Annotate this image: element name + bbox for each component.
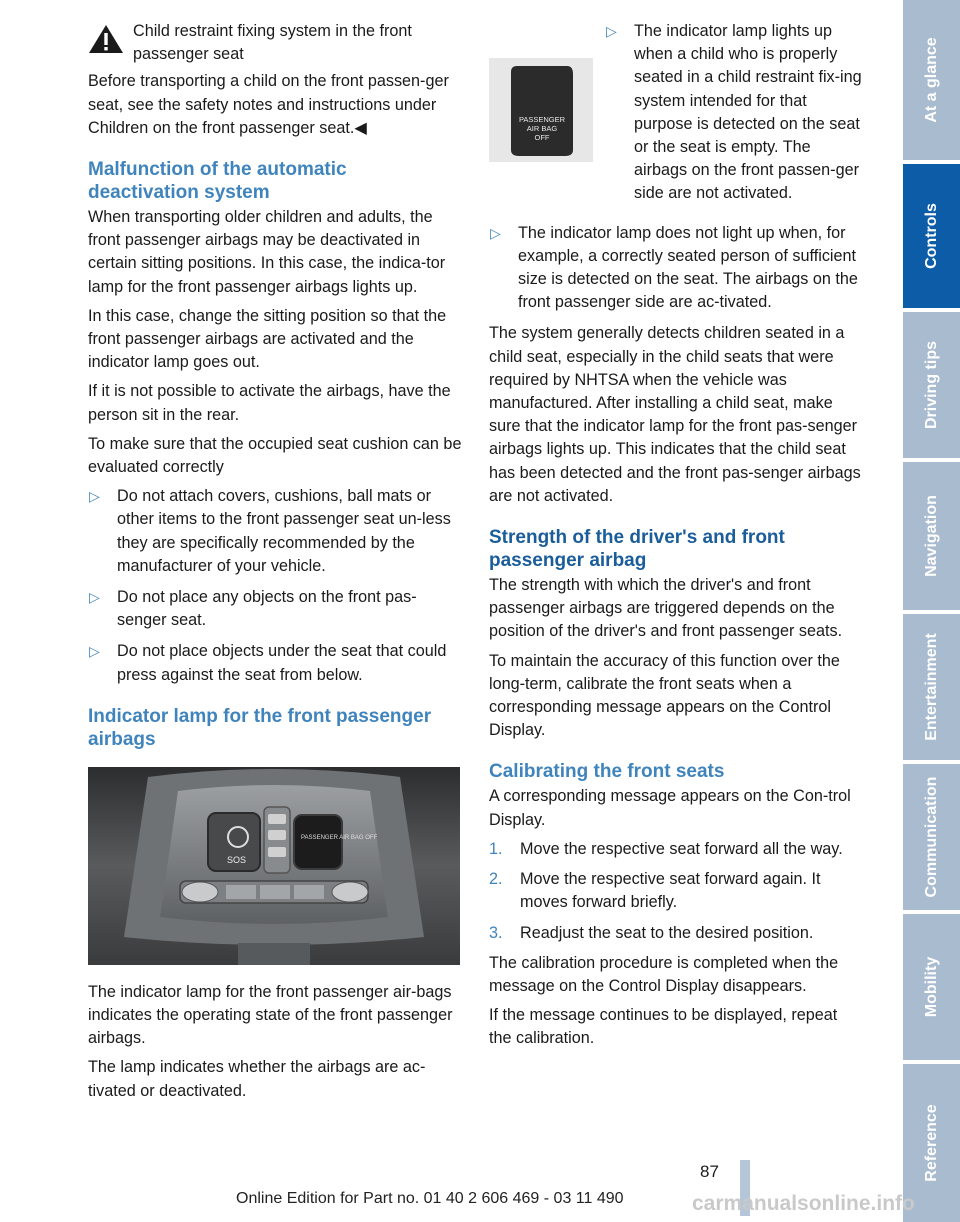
warning-box [88,20,462,66]
paragraph: The indicator lamp for the front passenger air-bags indicates the operating state of the front passenger airbags. [88,982,453,1048]
tab-communication[interactable]: Communication [903,764,960,910]
step-item: 3. Readjust the seat to the desired position. [489,923,814,942]
lamp-label: PASSENGER AIR BAG OFF [301,834,378,841]
lamp-figure-row [489,20,862,214]
paragraph: The lamp indicates whether the airbags are ac-tivated or deactivated. [88,1058,426,1100]
tab-entertainment[interactable]: Entertainment [903,614,960,760]
tab-controls[interactable]: Controls [903,164,960,308]
page-number: 87 [700,1162,719,1181]
paragraph: To maintain the accuracy of this function over the long-term, calibrate the front seats when a corresponding message appears on the Control Display. [489,651,840,740]
list-item: ▷ Do not attach covers, cushions, ball mats or other items to the front passenger seat un-less they are specifically recommended by the manufacturer of your vehicle. [89,487,451,575]
seat-cushion-list [88,485,462,687]
triangle-bullet-icon: ▷ [490,224,501,241]
warning-body: Before transporting a child on the front passen-ger seat, see the safety notes and instructions under Children on the front passenger seat.◀ [88,72,449,137]
tab-navigation[interactable]: Navigation [903,462,960,610]
lamp-label-line: PASSENGER [518,115,566,124]
paragraph: If the message continues to be displayed, repeat the calibration. [489,1006,838,1048]
heading-airbag-strength: Strength of the driver's and front passenger airbag [489,527,785,572]
triangle-bullet-icon: ▷ [89,589,100,606]
list-item: ▷ Do not place any objects on the front pas-senger seat. [89,588,417,630]
left-column [88,20,462,1109]
roof-console-illustration [88,767,460,965]
lamp-status-list [605,20,862,214]
step-item: 1. Move the respective seat forward all the way. [489,839,843,858]
warning-triangle-icon [88,24,124,54]
heading-calibrating: Calibrating the front seats [489,761,725,783]
list-item: ▷ Do not place objects under the seat that could press against the seat from below. [89,642,447,684]
passenger-airbag-off-lamp-icon [489,58,593,162]
lamp-photo [489,58,593,162]
sos-label: SOS [227,854,247,865]
list-item: ▷ The indicator lamp does not light up when, for example, a correctly seated person of sufficient size is detected on the seat. The airbags on the front passenger side are ac-tivated. [490,223,858,312]
right-column [489,20,862,1057]
step-item: 2. Move the respective seat forward again. It moves forward briefly. [489,870,821,912]
tab-at-a-glance[interactable]: At a glance [903,0,960,160]
paragraph: A corresponding message appears on the Con-trol Display. [489,787,851,829]
paragraph: The system generally detects children seated in a child seat, especially in the child seats that were required by NHTSA when the vehicle was manufactured. After installing a child seat, make sure that the indicator lamp for the front pas-senger airbags lights up. This indicates that the child seat has been detected and the front pas-senger airbags are not activated. [489,324,861,505]
footer-edition: Online Edition for Part no. 01 40 2 606 469 - 03 11 490 [236,1190,624,1207]
tab-reference[interactable]: Reference [903,1064,960,1222]
paragraph: If it is not possible to activate the airbags, have the person sit in the rear. [88,382,451,424]
tab-mobility[interactable]: Mobility [903,914,960,1060]
paragraph: The strength with which the driver's and front passenger airbags are triggered depends on the position of the driver's and front passenger seats. [489,576,843,641]
paragraph: The calibration procedure is completed when the message on the Control Display disappears. [489,953,839,995]
paragraph: To make sure that the occupied seat cushion can be evaluated correctly [88,434,462,477]
heading-malfunction: Malfunction of the automatic deactivation system [88,159,347,204]
heading-indicator-lamp: Indicator lamp for the front passenger airbags [88,705,432,750]
list-item: ▷ The indicator lamp lights up when a child who is properly seated in a child restraint fix-ing system intended for that purpose is detected on the seat or the seat is empty. The airbags on the front passen-ger side are not activated. [606,22,862,203]
tab-driving-tips[interactable]: Driving tips [903,312,960,458]
lamp-label-line: OFF [534,133,550,142]
lamp-status-list-continued [489,222,862,315]
chapter-tabs [903,0,960,1222]
triangle-bullet-icon: ▷ [89,488,100,505]
roof-panel-photo [88,767,460,965]
paragraph: In this case, change the sitting position so that the front passenger airbags are activated and the indicator lamp goes out. [88,306,447,372]
triangle-bullet-icon: ▷ [606,23,617,39]
warning-title: Child restraint fixing system in the front passenger seat [133,22,412,64]
lamp-label-line: AIR BAG [526,124,558,133]
triangle-bullet-icon: ▷ [89,643,100,660]
watermark: carmanualsonline.info [692,1192,915,1215]
paragraph: When transporting older children and adults, the front passenger airbags may be deactivated in certain sitting positions. In this case, the indica-tor lamp for the front passenger airbags lights up. [88,208,446,296]
calibration-steps [489,838,862,945]
